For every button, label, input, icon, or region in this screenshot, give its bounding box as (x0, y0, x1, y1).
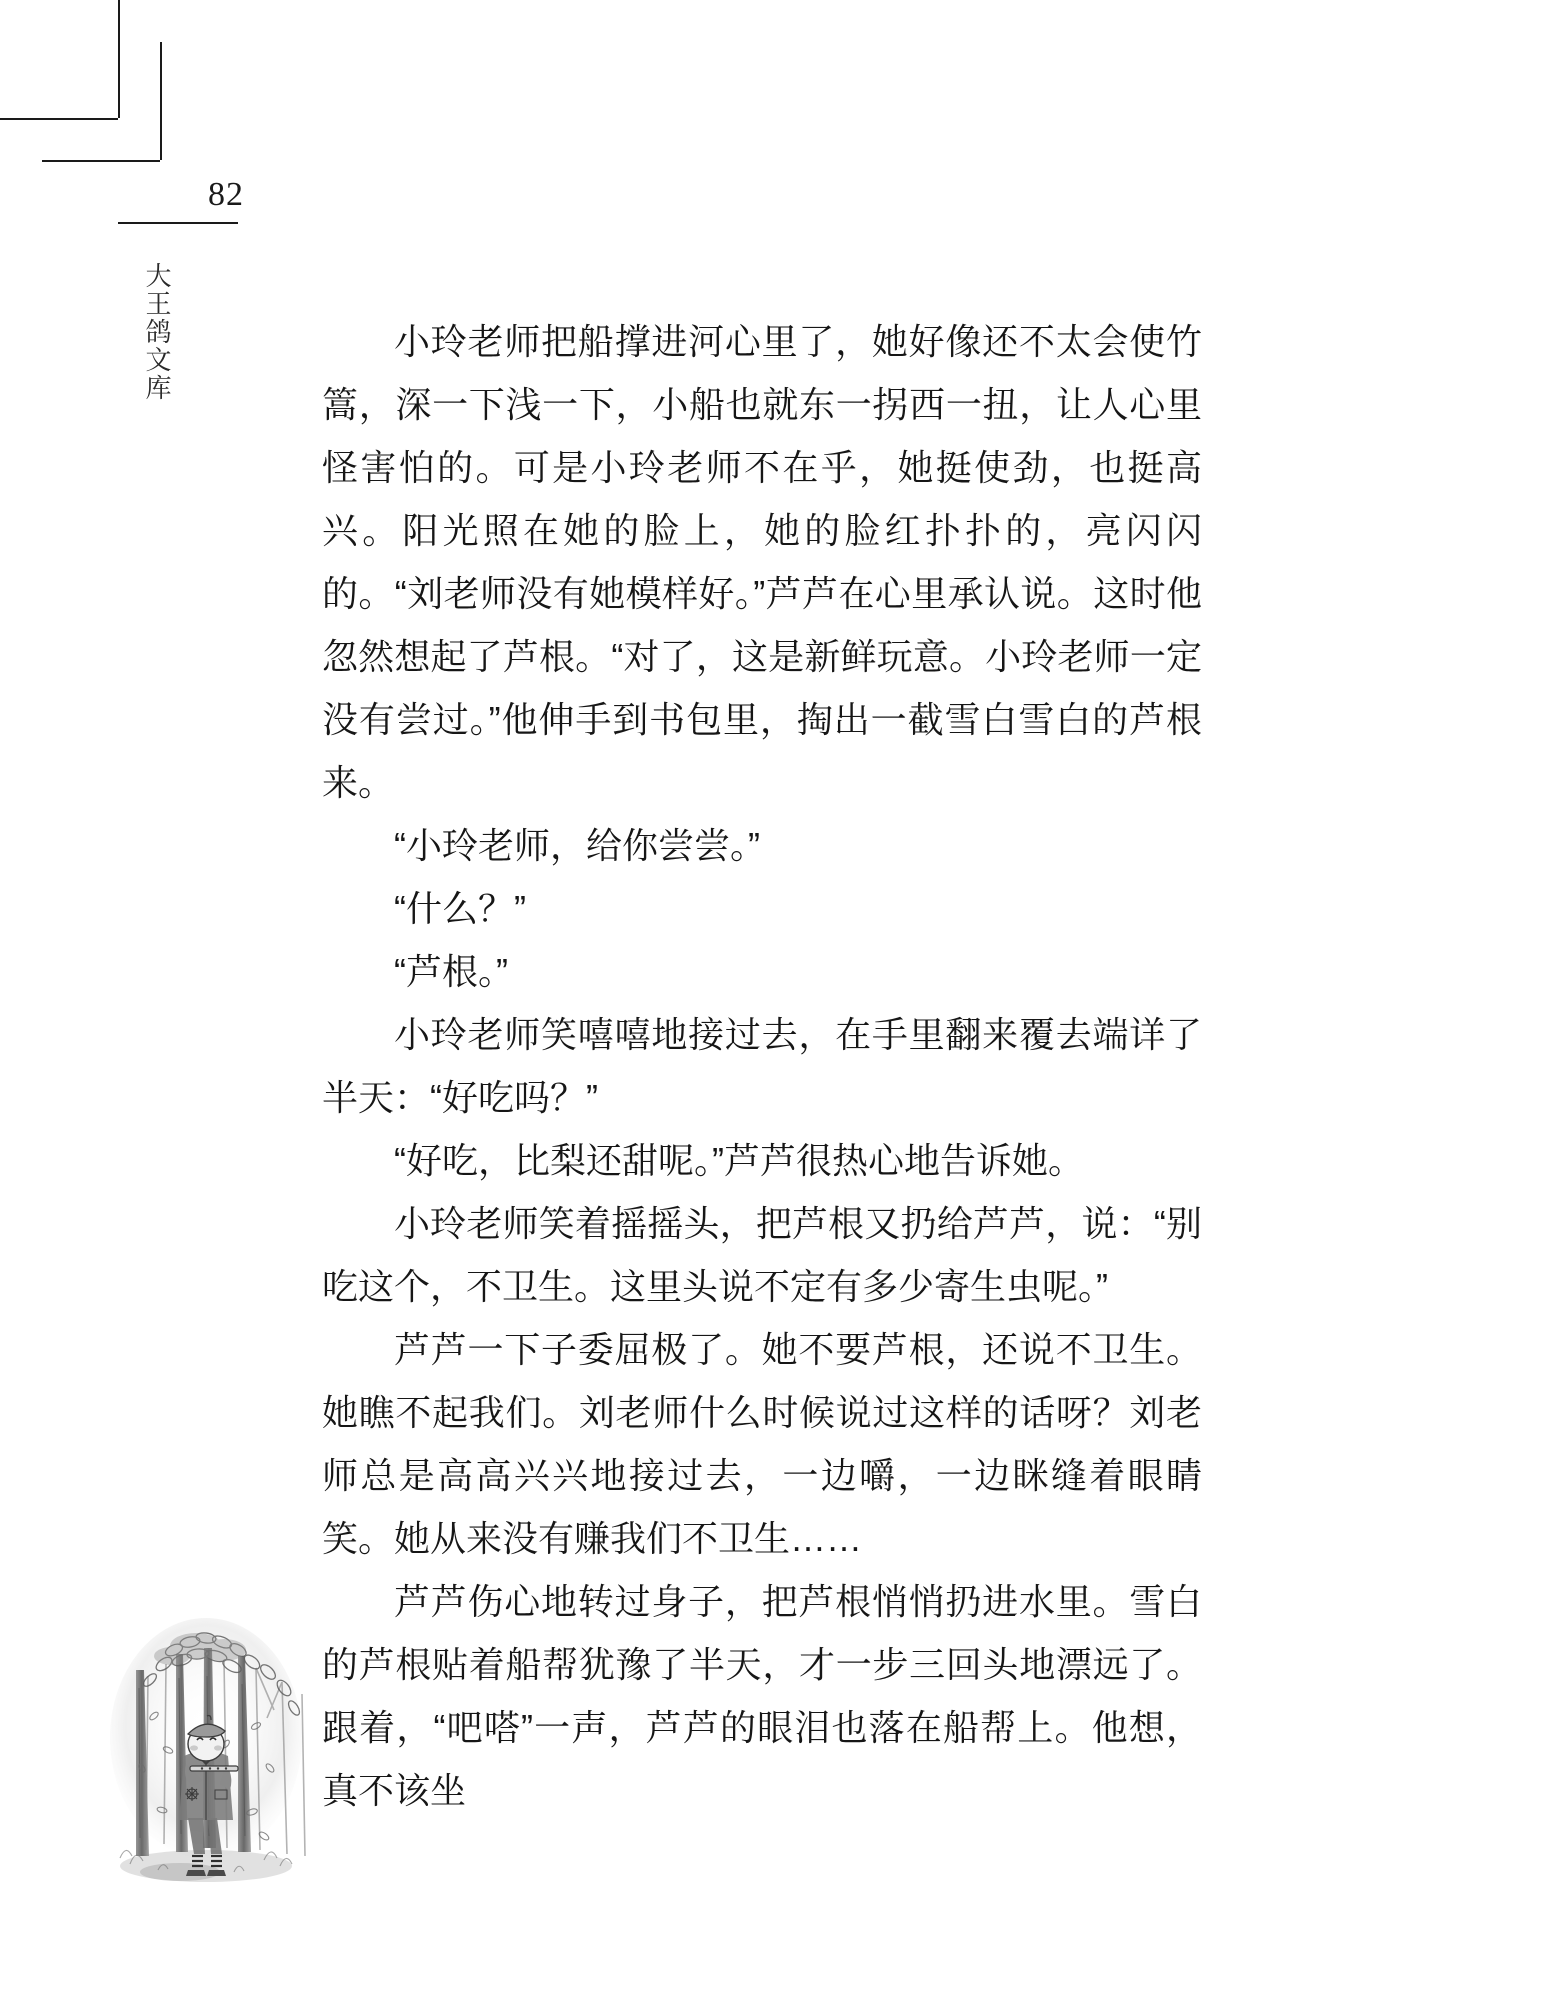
illustration-boy-playing-flute-icon (106, 1598, 311, 1888)
series-title: 大王鸽文库 (142, 262, 172, 402)
paragraph: “什么？” (394, 888, 526, 929)
paragraph: 小玲老师把船撑进河心里了，她好像还不太会使竹篙，深一下浅一下，小船也就东一拐西一扭，让人心里怪害怕的。可是小玲老师不在乎，她挺使劲，也挺高兴。阳光照在她的脸上，她的脸红扑扑的，亮闪闪的。“刘老师没有她模样好。”芦芦在心里承认说。这时他忽然想起了芦根。“对了，这是新鲜玩意。小玲老师一定没有尝过。”他伸手到书包里，掏出一截雪白雪白的芦根来。 (322, 321, 1202, 803)
paragraph: 小玲老师笑嘻嘻地接过去，在手里翻来覆去端详了半天：“好吃吗？” (322, 1014, 1202, 1118)
body-text-column (322, 310, 1202, 1822)
page-number: 82 (208, 176, 244, 213)
paragraph: 小玲老师笑着摇摇头，把芦根又扔给芦芦，说：“别吃这个，不卫生。这里头说不定有多少寄生虫呢。” (322, 1203, 1202, 1307)
paragraph: “好吃，比梨还甜呢。”芦芦很热心地告诉她。 (394, 1140, 1084, 1181)
paragraph: “芦根。” (394, 951, 508, 992)
margin-rule (118, 222, 238, 224)
paragraph: 芦芦一下子委屈极了。她不要芦根，还说不卫生。她瞧不起我们。刘老师什么时候说过这样的话呀？刘老师总是高高兴兴地接过去，一边嚼，一边眯缝着眼睛笑。她从来没有赚我们不卫生…… (322, 1329, 1202, 1559)
paragraph: 芦芦伤心地转过身子，把芦根悄悄扔进水里。雪白的芦根贴着船帮犹豫了半天，才一步三回头地漂远了。跟着，“吧嗒”一声，芦芦的眼泪也落在船帮上。他想，真不该坐 (322, 1581, 1202, 1811)
paragraph: “小玲老师，给你尝尝。” (394, 825, 760, 866)
